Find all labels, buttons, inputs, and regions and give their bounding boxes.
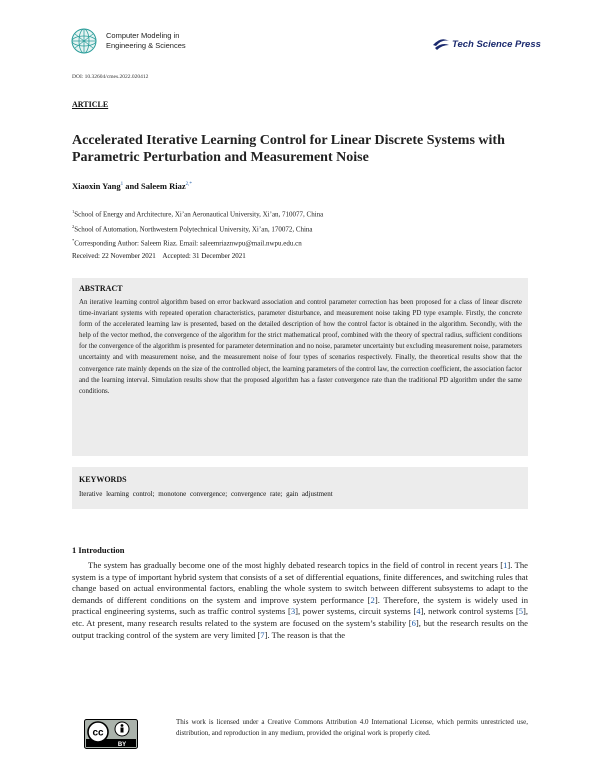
- author-1: Xiaoxin Yang: [72, 181, 121, 191]
- authors: [72, 181, 192, 191]
- article-type: ARTICLE: [72, 100, 109, 109]
- author-2: Saleem Riaz: [141, 181, 186, 191]
- abstract-text: An iterative learning control algorithm based on error backward association and control parameter correction has been proposed for a class of linear discrete time-invariant systems with repeated operation characteristics, parameter disturbance, and measurement noise taking PD type example. Firstly, the concrete form of the accelerated learning law is presented, based on the detailed description of how the control factor is obtained in the algorithm. Secondly, with the help of the vector method, the convergence of the algorithm for the strict mathematical proof, combined with the theory of spectral radius, sufficient conditions for the convergence of the algorithm is presented for parameter determination and no noise, parameter uncertainty but excluding measurement noise, parameters uncertainty and with measurement noise, and the measurement noise of four types of scenarios respectively. Finally, the theoretical results show that the convergence rate mainly depends on the size of the controlled object, the learning parameters of the control law, the correction coefficient, the association factor and the learning interval. Simulation results show that the proposed algorithm has a faster convergence rate than the traditional PD algorithm under the same conditions.: [79, 299, 522, 395]
- citation-link[interactable]: 3: [290, 606, 296, 617]
- citation-link[interactable]: 1: [503, 560, 508, 570]
- corresponding-author[interactable]: *Corresponding Author: Saleem Riaz. Email: saleemriaznwpu@mail.nwpu.edu.cn: [72, 238, 302, 248]
- citation-link[interactable]: 5: [518, 606, 523, 617]
- svg-text:cc: cc: [92, 727, 104, 739]
- journal-name: Computer Modeling in Engineering & Sciences: [106, 31, 186, 50]
- author-1-affiliation-mark: 1: [120, 182, 124, 188]
- article-title: Accelerated Iterative Learning Control for Linear Discrete Systems with Parametric Perturbation and Measurement Noise: [72, 133, 505, 165]
- citation-link[interactable]: 4: [416, 606, 421, 617]
- license-badge-label: BY: [117, 742, 127, 748]
- journal-logo-icon: [71, 28, 97, 54]
- doi[interactable]: DOI: 10.32604/cmes.2022.020412: [72, 74, 149, 80]
- citation-link[interactable]: 6: [411, 617, 416, 628]
- license-text: This work is licensed under a Creative Commons Attribution 4.0 International License, which permits unrestricted use, distribution, and reproduction in any medium, provided the original work is properly cited.: [176, 718, 528, 737]
- affiliation-2: $^2$School of Automation, Northwestern Polytechnical University, Xi’an, 170072, China: [72, 224, 313, 234]
- publisher-logo: [432, 34, 541, 54]
- citation-link[interactable]: 2: [370, 594, 375, 605]
- creative-commons-by-icon[interactable]: [84, 719, 138, 749]
- citation-link[interactable]: 7: [260, 629, 265, 640]
- author-2-affiliation-mark[interactable]: 2,*: [185, 182, 192, 188]
- submission-dates: Received: 22 November 2021 Accepted: 31 December 2021: [72, 252, 246, 260]
- section-heading-introduction: 1 Introduction: [72, 545, 125, 555]
- publisher-name: Tech Science Press: [452, 38, 541, 50]
- keywords-heading: KEYWORDS: [79, 475, 127, 484]
- keywords-box: [72, 467, 528, 509]
- author-connector: and: [123, 181, 142, 191]
- affiliation-1: $^1$School of Energy and Architecture, Xi’an Aeronautical University, Xi’an, 710077, China: [72, 209, 324, 219]
- abstract-heading: ABSTRACT: [79, 284, 123, 293]
- tsp-mark-icon: [432, 36, 450, 52]
- introduction-paragraph: The system has gradually become one of the most highly debated research topics in the field of control in recent years [1]. The system is a type of important hybrid system that consists of a set of differential equations, finite differences, and switching rules that change based on actual environmental factors, enabling the whole system to switch between different subsystems to adapt to the demands of different conditions on the system and improve system performance [2]. Therefore, the system is widely used in practical engineering systems, such as traffic control systems [3], power systems, circuit systems [4], network control systems [5], etc. At present, many research results related to the system are focused on the system’s stability [6], but the research results on the output tracking control of the system are very limited [7]. The reason is that the: [72, 560, 529, 640]
- keywords-text: Iterative learning control; monotone convergence; convergence rate; gain adjustment: [79, 490, 333, 498]
